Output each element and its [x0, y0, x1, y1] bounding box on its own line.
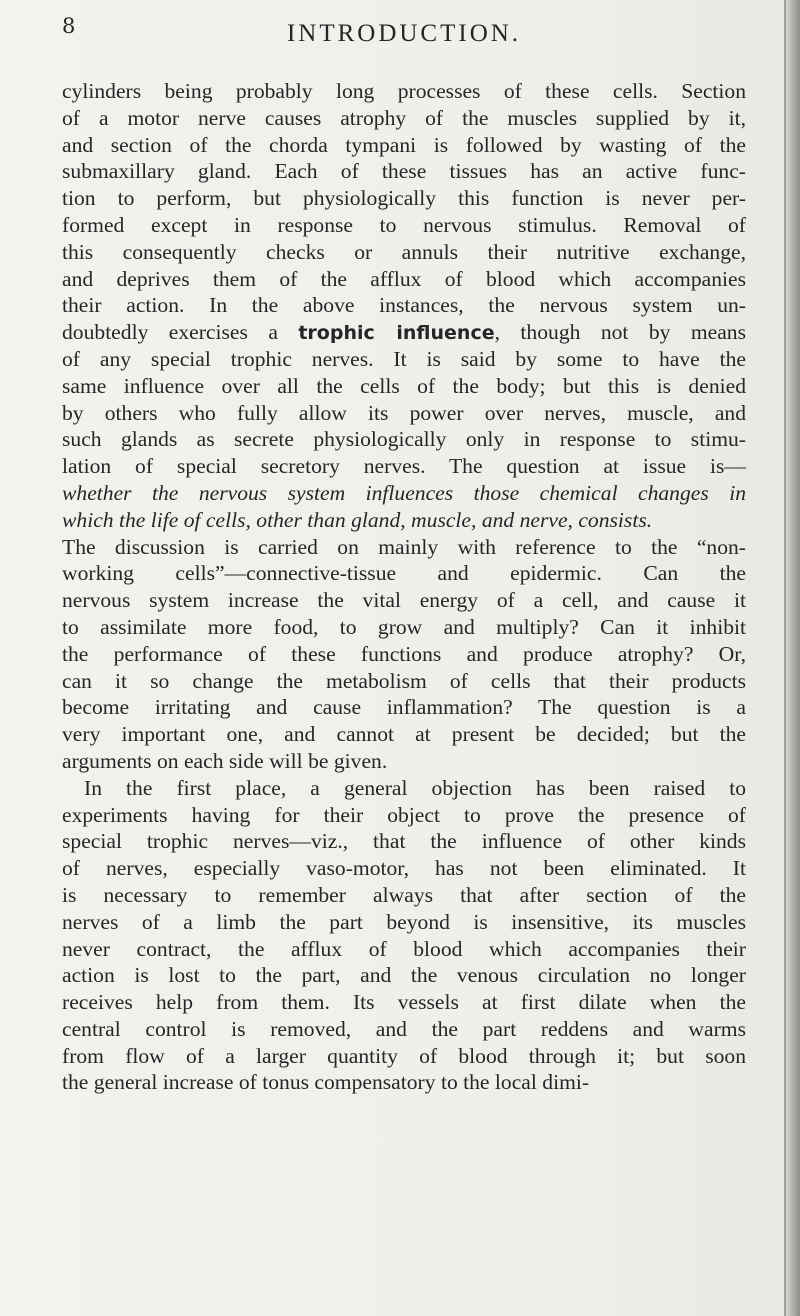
text-line	[62, 534, 746, 561]
text-line	[62, 802, 746, 829]
text-run: cylinders being probably long processes of these cells. Section	[62, 79, 746, 103]
text-run: In the first place, a general objection has been raised to	[84, 775, 746, 800]
text-run: never contract, the afflux of blood which accompanies their	[62, 936, 746, 961]
text-line	[62, 292, 746, 319]
text-line	[62, 453, 746, 480]
text-run: receives help from them. Its vessels at first dilate when the	[62, 990, 746, 1015]
text-run: which the life of cells, other than gland, muscle, and nerve, consists.	[62, 507, 653, 532]
text-run: the general increase of tonus compensatory to the local dimi-	[62, 1070, 590, 1095]
text-run: become irritating and cause inflammation? The question is a	[62, 695, 746, 720]
text-run: and deprives them of the afflux of blood which accompanies	[62, 266, 746, 291]
text-line	[62, 480, 746, 507]
text-run: same influence over all the cells of the body; but this is denied	[62, 373, 746, 398]
page-number: 8	[62, 14, 77, 38]
text-run: very important one, and cannot at present be decided; but the	[62, 722, 746, 747]
text-run: working cells”—connective-tissue and epidermic. Can the	[62, 561, 746, 586]
text-line	[62, 105, 746, 132]
text-line	[62, 78, 746, 105]
body-text	[62, 78, 746, 1096]
text-run: formed except in response to nervous stimulus. Removal of	[62, 212, 746, 237]
text-line	[62, 668, 746, 695]
text-run: this consequently checks or annuls their nutritive exchange,	[62, 239, 746, 264]
text-line	[62, 1043, 746, 1070]
text-line	[62, 855, 746, 882]
text-line	[62, 239, 746, 266]
text-run: from flow of a larger quantity of blood through it; but soon	[62, 1043, 746, 1068]
text-run: the performance of these functions and produce atrophy? Or,	[62, 641, 746, 666]
text-line	[62, 882, 746, 909]
text-run: such glands as secrete physiologically only in response to stimu-	[62, 427, 746, 452]
running-head: INTRODUCTION.	[286, 20, 522, 47]
text-run: to assimilate more food, to grow and multiply? Can it inhibit	[62, 614, 746, 639]
text-line	[62, 721, 746, 748]
text-run: of any special trophic nerves. It is said by some to have the	[62, 346, 746, 371]
text-line	[62, 507, 746, 534]
text-line	[62, 158, 746, 185]
text-run: can it so change the metabolism of cells that their products	[62, 668, 746, 693]
text-line	[62, 748, 746, 775]
text-run: , though not by means	[494, 320, 747, 345]
text-line	[62, 132, 746, 159]
text-run: special trophic nerves—viz., that the influence of other kinds	[62, 829, 746, 854]
text-run: nervous system increase the vital energy of a cell, and cause it	[62, 588, 746, 613]
page-header	[62, 14, 746, 54]
text-line	[62, 909, 746, 936]
text-run: is necessary to remember always that after section of the	[62, 882, 746, 907]
text-line	[62, 373, 746, 400]
text-line	[62, 962, 746, 989]
text-run: of nerves, especially vaso-motor, has not been eliminated. It	[62, 856, 746, 881]
text-line	[62, 266, 746, 293]
text-line	[62, 828, 746, 855]
text-run: The discussion is carried on mainly with reference to the “non-	[62, 534, 746, 559]
text-run: trophic influence	[298, 322, 495, 345]
text-line	[62, 936, 746, 963]
text-line	[62, 185, 746, 212]
text-run: central control is removed, and the part reddens and warms	[62, 1016, 746, 1041]
text-run: arguments on each side will be given.	[62, 748, 388, 773]
text-line	[62, 426, 746, 453]
text-run: doubtedly exercises a	[62, 320, 299, 345]
text-line	[62, 1016, 746, 1043]
text-run: their action. In the above instances, the nervous system un-	[62, 293, 746, 318]
text-run: and section of the chorda tympani is followed by wasting of the	[62, 132, 746, 157]
text-run: action is lost to the part, and the venous circulation no longer	[62, 963, 746, 988]
text-line	[62, 775, 746, 802]
page-edge-strip	[786, 0, 800, 1316]
text-line	[62, 346, 746, 373]
text-line	[62, 694, 746, 721]
text-line	[62, 400, 746, 427]
text-run: submaxillary gland. Each of these tissues has an active func-	[62, 159, 746, 184]
text-run: by others who fully allow its power over nerves, muscle, and	[62, 400, 746, 425]
text-line	[62, 989, 746, 1016]
text-line	[62, 641, 746, 668]
text-run: experiments having for their object to prove the presence of	[62, 802, 746, 827]
text-run: lation of special secretory nerves. The question at issue is—	[62, 454, 746, 479]
text-line	[62, 614, 746, 641]
text-run: of a motor nerve causes atrophy of the muscles supplied by it,	[62, 105, 746, 130]
text-run: tion to perform, but physiologically this function is never per-	[62, 186, 746, 211]
text-line	[62, 1069, 746, 1096]
text-line	[62, 319, 746, 346]
text-run: nerves of a limb the part beyond is insensitive, its muscles	[62, 909, 746, 934]
text-line	[62, 587, 746, 614]
text-line	[62, 212, 746, 239]
text-run: whether the nervous system influences those chemical changes in	[62, 480, 746, 505]
text-line	[62, 560, 746, 587]
